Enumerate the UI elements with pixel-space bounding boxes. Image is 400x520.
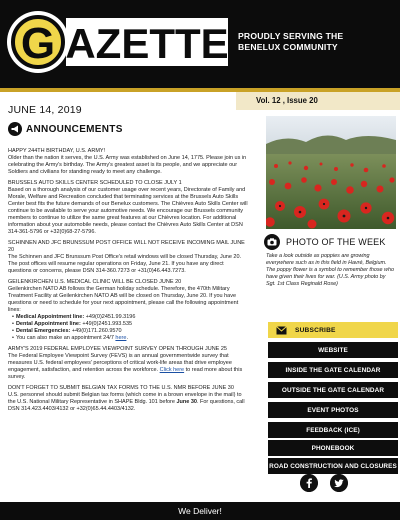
- footer-slogan: We Deliver!: [178, 506, 222, 516]
- article-heading: GEILENKIRCHEN U.S. MEDICAL CLINIC WILL BE CLOSED JUNE 20: [8, 279, 182, 285]
- article-body: U.S. personnel should submit Belgian tax forms (which come in a brown envelope in the mail) to the U.S. National Military Representative in SHAPE Bldg. 101 before June 30. For questions, call DSN 314.423.4403/4132 or +32(0)65.44.4403/4132.: [8, 392, 245, 412]
- article-body: The Federal Employee Viewpoint Survey (FEVS) is an annual governmentwide survey that measures U.S. federal employees' perceptions of critical work-life areas that drive employee engagement, satisfaction, and retention across the workforce. Click here to read more about this survey.: [8, 353, 243, 380]
- envelope-icon: [276, 326, 287, 335]
- list-item: • Medical Appointment line: +49(0)2451.99.3196: [12, 314, 248, 321]
- subscribe-label: SUBSCRIBE: [295, 326, 336, 334]
- article-heading: DON'T FORGET TO SUBMIT BELGIAN TAX FORMS TO THE U.S. NMR BEFORE JUNE 30: [8, 385, 234, 391]
- road-construction-button[interactable]: ROAD CONSTRUCTION AND CLOSURES: [268, 458, 398, 474]
- website-button[interactable]: WEBSITE: [268, 342, 398, 358]
- article-body: Older than the nation it serves, the U.S. Army was established on June 14, 1775. Please join us in celebrating the Army's birthday. The Army's greatest asset is its people, and we appreciate our Soldiers and civilians for standing ready to meet any challenge.: [8, 155, 247, 175]
- facebook-icon[interactable]: [300, 474, 318, 492]
- list-item: • You can also make an appointment 24/7 here.: [12, 335, 248, 342]
- megaphone-icon: [8, 122, 22, 136]
- svg-text:AZETTE: AZETTE: [65, 20, 229, 67]
- article-heading: BRUSSELS AUTO SKILLS CENTER SCHEDULED TO CLOSE JULY 1: [8, 180, 182, 186]
- article-heading: ARMY'S 2019 FEDERAL EMPLOYEE VIEWPOINT SURVEY OPEN THROUGH JUNE 25: [8, 346, 227, 352]
- issue-date: JUNE 14, 2019: [8, 104, 82, 116]
- survey-link[interactable]: Click here: [159, 367, 185, 373]
- article-body: Geilenkirchen NATO AB follows the German holiday schedule. Therefore, the 470th Military Treatment Facility at Geilenkirchen NATO AB will be closed on Thursday, June 20. If you have questions or need to schedule for your next appointment, please call the following appointment lines:: [8, 286, 239, 313]
- article-body: Based on a thorough analysis of our customer usage over recent years, Directorate of Family and Morale, Welfare and Recreation concluded that terminating services at the Brussels Auto Skills Center best fits the future demands of our Benelux customers. The Chièvres Auto Skills Center will continue to be available to serve your automotive needs. We encourage our Brussels community members to continue to utilize the same great features at our Chièvres location. For additional information about your automobile needs, please contact the Chièvres Auto Skills Center at DSN 314-361-5796 or +32(0)68-27-5796.: [8, 187, 248, 235]
- event-photos-button[interactable]: EVENT PHOTOS: [268, 402, 398, 418]
- article-tax-forms: [8, 385, 248, 413]
- announcements-header: [8, 122, 123, 136]
- poppy-field-photo: [266, 116, 396, 229]
- tagline: PROUDLY SERVING THE BENELUX COMMUNITY: [238, 31, 344, 52]
- issue-number: Vol. 12 , Issue 20: [236, 92, 400, 110]
- article-heading: HAPPY 244TH BIRTHDAY, U.S. ARMY!: [8, 148, 106, 154]
- outside-gate-calendar-button[interactable]: OUTSIDE THE GATE CALENDAR: [268, 382, 398, 398]
- twitter-icon[interactable]: [330, 474, 348, 492]
- masthead: [0, 0, 400, 88]
- article-post-office: [8, 240, 248, 275]
- appointment-link[interactable]: here: [115, 335, 127, 341]
- camera-icon: [264, 234, 280, 250]
- list-item: • Dental Appointment line: +49(0)2451.993.535: [12, 321, 248, 328]
- article-army-birthday: [8, 148, 248, 176]
- feedback-button[interactable]: FEEDBACK (ICE): [268, 422, 398, 438]
- list-item: • Dental Emergencies: +49(0)171.260.9570: [12, 328, 248, 335]
- footer-bar: [0, 502, 400, 520]
- svg-text:G: G: [20, 19, 56, 68]
- photo-of-week-title: PHOTO OF THE WEEK: [286, 237, 386, 247]
- photo-of-week-header: [264, 234, 386, 250]
- appointment-lines: [8, 314, 248, 342]
- announcements-list: [8, 148, 248, 417]
- photo-caption: Take a look outside as poppies are growing everywhere such as in this field in Havré, Belgium. The poppy flower is a symbol to remember those who have given their lives for war. (U.S. Army photo by Sgt. 1st Class Reginald Rose): [266, 253, 394, 287]
- inside-gate-calendar-button[interactable]: INSIDE THE GATE CALENDAR: [268, 362, 398, 378]
- article-fevs: [8, 346, 248, 381]
- subscribe-button[interactable]: [268, 322, 398, 338]
- article-heading: SCHINNEN AND JFC BRUNSSUM POST OFFICE WILL NOT RECEIVE INCOMING MAIL JUNE 20: [8, 240, 245, 253]
- article-auto-skills: [8, 180, 248, 236]
- article-body: The Schinnen and JFC Brunssum Post Office's retail windows will be closed Thursday, June 20. The post offices will resume regular operations on Friday, June 21. If you have any direct questions or concerns, please DSN 314-360.7273 or +31(0)46.443.7273.: [8, 254, 242, 274]
- announcements-title: ANNOUNCEMENTS: [26, 123, 123, 135]
- article-medical-clinic: [8, 279, 248, 342]
- phonebook-button[interactable]: PHONEBOOK: [268, 440, 398, 456]
- gazette-logo: [4, 6, 232, 76]
